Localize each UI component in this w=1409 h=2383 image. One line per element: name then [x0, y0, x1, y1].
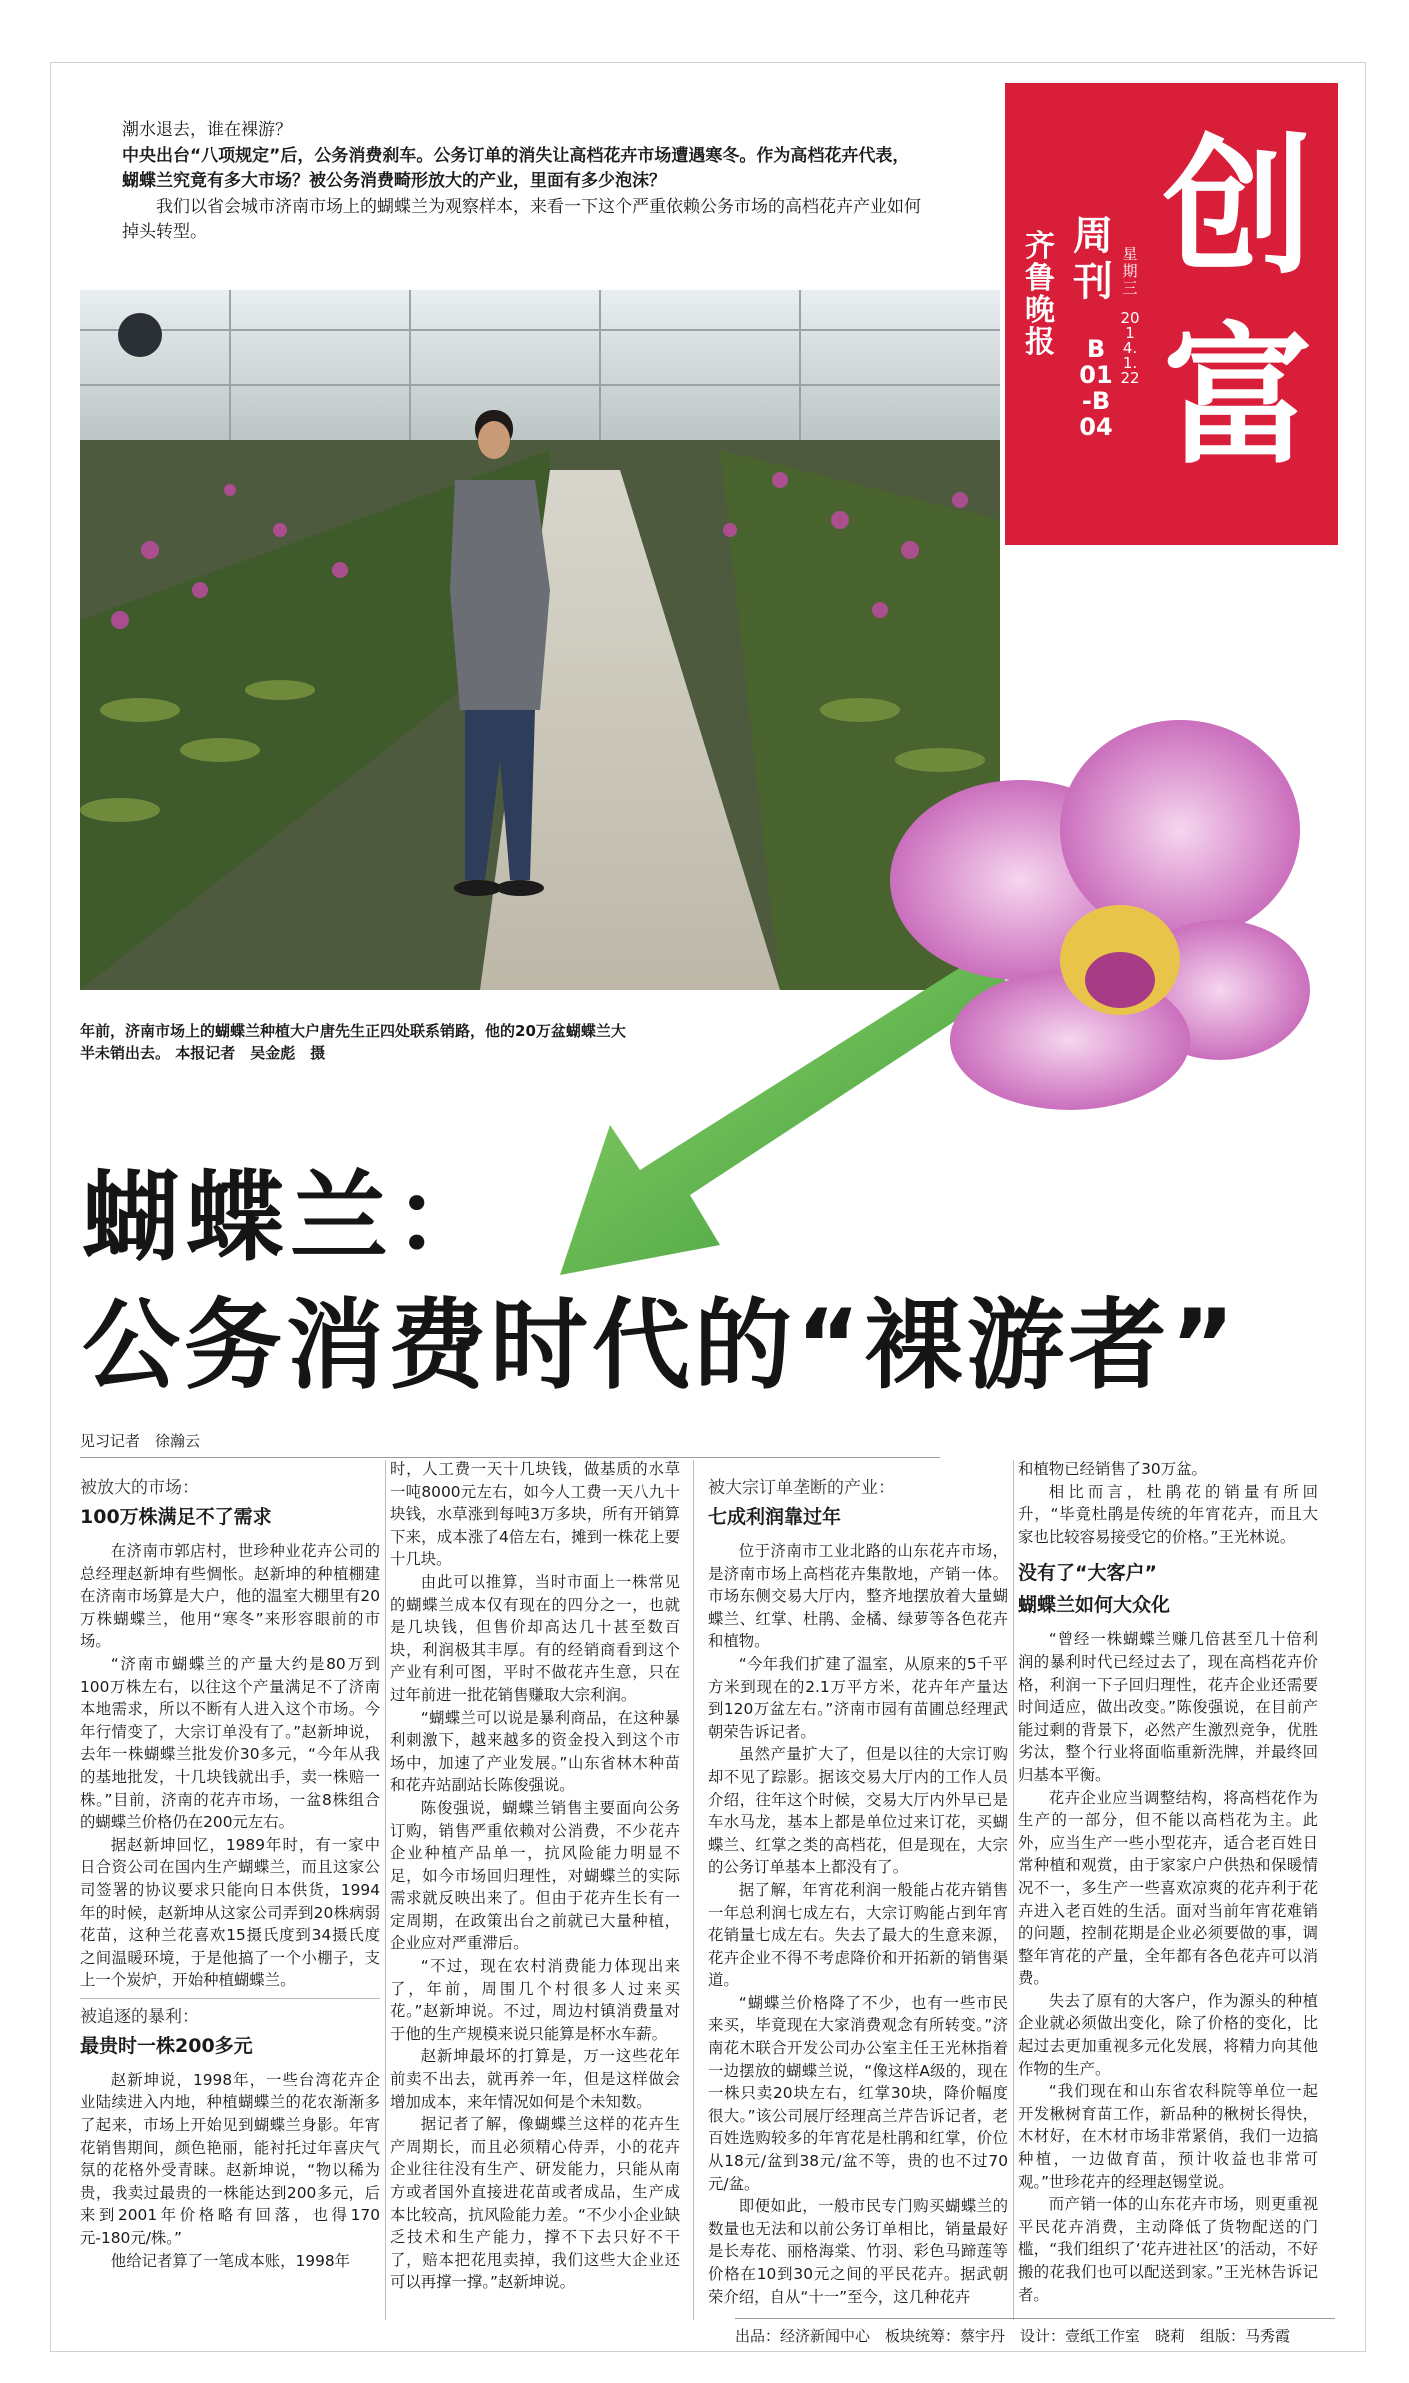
paragraph: 即便如此，一般市民专门购买蝴蝶兰的数量也无法和以前公务订单相比，销量最好是长寿花、丽格海棠、竹羽、彩色马蹄莲等价格在10到30元之间的平民花卉。据武朝荣介绍，自从“十一”至今，这几种花卉: [708, 2197, 1008, 2306]
masthead-page-code: B01-B04: [1079, 335, 1113, 441]
paragraph: 和植物已经销售了30万盆。: [1018, 1460, 1207, 1478]
paragraph: 花卉企业应当调整结构，将高档花作为生产的一部分，但不能以高档花为主。此外，应当生产一些小型花卉，适合老百姓日常种植和观赏，由于家家户户供热和保暖情况不一，多生产一些喜欢凉爽的花卉利于花卉进入老百姓的生活。面对当前年宵花难销的问题，控制花期是企业必须要做的事，调整年宵花的产量，全年都有各色花卉可以消费。: [1018, 1788, 1318, 1988]
paragraph: “蝴蝶兰价格降了不少，也有一些市民来买，毕竟现在大家消费观念有所转变。”济南花木联合开发公司办公室主任王光林指着一边摆放的蝴蝶兰说，“像这样A级的，现在一株只卖20块左右，红掌30块，降价幅度很大。”该公司展厅经理高兰芹告诉记者，老百姓选购较多的年宵花是杜鹃和红掌，价位从18元/盆到38元/盆不等，贵的也不过70元/盆。: [708, 1993, 1008, 2193]
credits-footer: 出品：经济新闻中心 板块统筹：蔡宇丹 设计：壹纸工作室 晓莉 组版：马秀霞: [735, 2318, 1335, 2346]
paragraph: 而产销一体的山东花卉市场，则更重视平民花卉消费，主动降低了货物配送的门槛，“我们组织了‘花卉进社区’的活动，不好搬的花我们也可以配送到家。”王光林告诉记者。: [1018, 2195, 1318, 2304]
article-column-4: [1018, 1458, 1318, 2306]
paragraph: 陈俊强说，蝴蝶兰销售主要面向公务订购，销售严重依赖对公消费，不少花卉企业种植产品单一，抗风险能力明显不足，如今市场回归理性，对蝴蝶兰的实际需求就反映出来了。但由于花卉生长有一定周期，在政策出台之前就已大量种植，企业应对严重滞后。: [390, 1798, 680, 1953]
orchid-flower-graphic: [880, 710, 1340, 1130]
article-column-1: [80, 1470, 380, 2272]
paragraph: 据赵新坤回忆，1989年时，有一家中日合资公司在国内生产蝴蝶兰，而且这家公司签署的协议要求只能向日本供货，1994年的时候，赵新坤从这家公司弄到20株病弱花苗，这种兰花喜欢15摄氏度到34摄氏度之间温暖环境，于是他搞了一个小棚子，支上一个炭炉，开始种植蝴蝶兰。: [80, 1835, 380, 1990]
column-divider: [1013, 1460, 1014, 2320]
paragraph: “今年我们扩建了温室，从原来的5千平方米到现在的2.1万平方米，花卉年产量达到120万盆左右。”济南市园有苗圃总经理武朝荣告诉记者。: [708, 1654, 1008, 1741]
byline: 见习记者 徐瀚云: [80, 1430, 940, 1458]
paragraph: 时，人工费一天十几块钱，做基质的水草一吨8000元左右，如今人工费一天八九十块钱，水草涨到每吨3万多块，所有开销算下来，成本涨了4倍左右，摊到一株花上要十几块。: [390, 1460, 680, 1569]
section-heading: 七成利润靠过年: [708, 1506, 842, 1528]
section-heading: 100万株满足不了需求: [80, 1506, 272, 1528]
masthead-weekly: 周刊: [1073, 213, 1113, 305]
column-divider: [693, 1460, 694, 2320]
paragraph: 赵新坤最坏的打算是，万一这些花年前卖不出去，就再养一年，但是这样做会增加成本，来年情况如何是个未知数。: [390, 2047, 680, 2111]
photo-caption: 年前，济南市场上的蝴蝶兰种植大户唐先生正四处联系销路，他的20万盆蝴蝶兰大半未销出去。 本报记者 吴金彪 摄: [80, 1022, 626, 1062]
section-kicker: 被大宗订单垄断的产业：: [708, 1478, 895, 1498]
intro-lead: [122, 118, 922, 246]
section-heading: 最贵时一株200多元: [80, 2034, 253, 2057]
masthead-day: 星期三: [1122, 245, 1138, 297]
greenhouse-photo: [80, 290, 1000, 990]
paragraph: “不过，现在农村消费能力体现出来了，年前，周围几个村很多人过来买花。”赵新坤说。不过，周边村镇消费量对于他的生产规模来说只能算是杯水车薪。: [390, 1957, 680, 2043]
paragraph: 据记者了解，像蝴蝶兰这样的花卉生产周期长，而且必须精心侍弄，小的花卉企业往往没有生产、研发能力，只能从南方或者国外直接进花苗或者成品，生产成本比较高，抗风险能力差。“不少小企业缺乏技术和生产能力，撑不下去只好不干了，赔本把花甩卖掉，我们这些大企业还可以再撑一撑。”赵新坤说。: [390, 2115, 680, 2292]
article-column-2: [390, 1458, 680, 2294]
headline: [82, 1158, 1302, 1406]
headline-line-1: 蝴蝶兰：: [82, 1161, 499, 1275]
paragraph: “蝴蝶兰可以说是暴利商品，在这种暴利刺激下，越来越多的资金投入到这个市场中，加速了产业发展。”山东省林木种苗和花卉站副站长陈俊强说。: [390, 1708, 680, 1795]
paragraph: “曾经一株蝴蝶兰赚几倍甚至几十倍利润的暴利时代已经过去了，现在高档花卉价格，利润一下子回归理性，花卉企业还需要时间适应，做出改变。”陈俊强说，在目前产能过剩的背景下，必然产生激烈竞争，优胜劣汰，整个行业将面临重新洗牌，并最终回归基本平衡。: [1018, 1630, 1318, 1784]
intro-line-1: 潮水退去，谁在裸游？: [122, 120, 292, 140]
intro-line-2: 中央出台“八项规定”后，公务消费刹车。公务订单的消失让高档花卉市场遭遇寒冬。作为高档花卉代表，蝴蝶兰究竟有多大市场？被公务消费畸形放大的产业，里面有多少泡沫？: [122, 146, 910, 191]
masthead-date: 2014.1.22: [1120, 309, 1140, 387]
paragraph: 由此可以推算，当时市面上一株常见的蝴蝶兰成本仅有现在的四分之一，也就是几块钱，但售价却高达几十甚至数百块，利润极其丰厚。有的经销商看到这个产业有利可图，平时不做花卉生意，只在过年前进一批花销售赚取大宗利润。: [390, 1572, 680, 1704]
masthead-brand-logo: 齐鲁晚报: [1025, 229, 1055, 360]
section-kicker: 被放大的市场：: [80, 1478, 199, 1498]
section-heading: 没有了“大客户”: [1018, 1562, 1157, 1585]
section-kicker: 被追逐的暴利：: [80, 1998, 380, 2029]
paragraph: 相比而言，杜鹃花的销量有所回升，“毕竟杜鹃是传统的年宵花卉，而且大家也比较容易接受它的价格。”王光林说。: [1018, 1482, 1318, 1546]
paragraph: 赵新坤说，1998年，一些台湾花卉企业陆续进入内地，种植蝴蝶兰的花农渐渐多了起来，市场上开始见到蝴蝶兰身影。年宵花销售期间，颜色艳丽，能衬托过年喜庆气氛的花格外受青睐。赵新坤说，“物以稀为贵，我卖过最贵的一株能达到200多元，后来到2001年价格略有回落，也得170元-180元/株。”: [80, 2070, 380, 2248]
article-column-3: [708, 1470, 1008, 2308]
paragraph: “我们现在和山东省农科院等单位一起开发楸树育苗工作，新品种的楸树长得快，木材好，在木材市场非常紧俏，我们一边搞种植，一边做育苗，预计收益也非常可观。”世珍花卉的经理赵锡堂说。: [1018, 2082, 1318, 2191]
paragraph: 据了解，年宵花利润一般能占花卉销售一年总利润七成左右，大宗订购能占到年宵花销量七成左右。失去了最大的生意来源，花卉企业不得不考虑降价和开拓新的销售渠道。: [708, 1880, 1008, 1990]
paragraph: 位于济南市工业北路的山东花卉市场，是济南市场上高档花卉集散地，产销一体。市场东侧交易大厅内，整齐地摆放着大量蝴蝶兰、红掌、杜鹃、金橘、绿萝等各色花卉和植物。: [708, 1542, 1008, 1651]
headline-line-2: 公务消费时代的“裸游者”: [82, 1289, 1239, 1403]
column-divider: [385, 1460, 386, 2320]
paragraph: 在济南市郭店村，世珍种业花卉公司的总经理赵新坤有些惆怅。赵新坤的种植棚建在济南市场算是大户，他的温室大棚里有20万株蝴蝶兰，他用“寒冬”来形容眼前的市场。: [80, 1542, 380, 1651]
paragraph: “济南市蝴蝶兰的产量大约是80万到100万株左右，以往这个产量满足不了济南本地需求，所以不断有人进入这个市场。今年行情变了，大宗订单没有了。”赵新坤说，去年一株蝴蝶兰批发价30多元，“今年从我的基地批发，十几块钱就出手，卖一株赔一株。”目前，济南的花卉市场，一盆8株组合的蝴蝶兰价格仍在200元左右。: [80, 1654, 380, 1832]
intro-line-3: 我们以省会城市济南市场上的蝴蝶兰为观察样本，来看一下这个严重依赖公务市场的高档花卉产业如何掉头转型。: [122, 197, 921, 242]
masthead-title: 创富: [1162, 121, 1313, 485]
paragraph: 虽然产量扩大了，但是以往的大宗订购却不见了踪影。据该交易大厅内的工作人员介绍，往年这个时候，交易大厅内外早已是车水马龙，基本上都是单位过来订花，买蝴蝶兰、红掌之类的高档花，但是现在，大宗的公务订单基本上都没有了。: [708, 1745, 1008, 1877]
paragraph: 失去了原有的大客户，作为源头的种植企业就必须做出变化，除了价格的变化，比起过去更加重视多元化发展，将精力向其他作物的生产。: [1018, 1991, 1318, 2078]
paragraph: 他给记者算了一笔成本账，1998年: [110, 2251, 351, 2270]
masthead: [1005, 83, 1338, 545]
section-heading: 蝴蝶兰如何大众化: [1018, 1594, 1171, 1617]
